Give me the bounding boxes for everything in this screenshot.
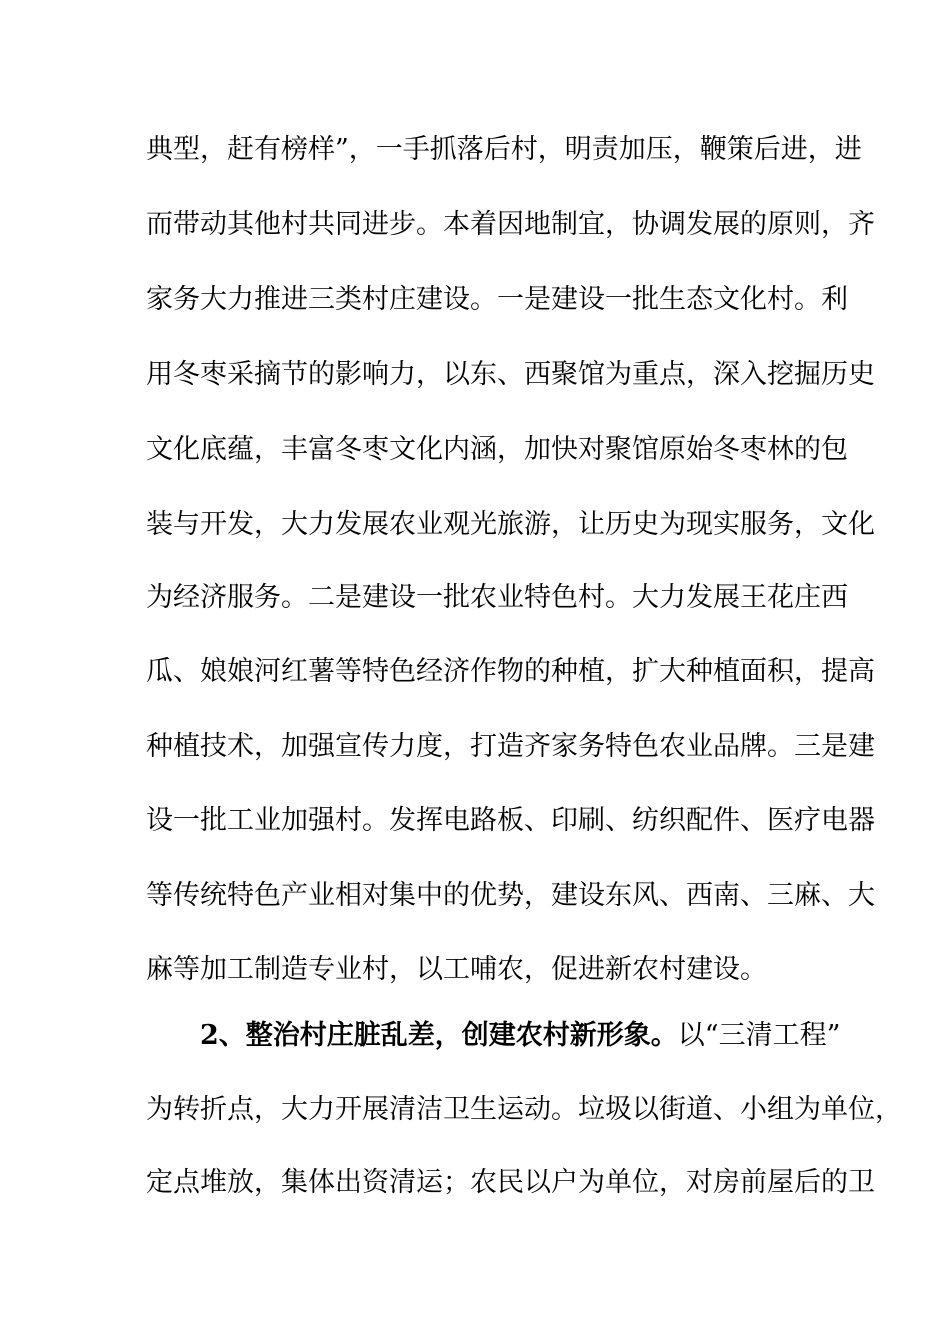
text-line-7: 为经济服务。二是建设一批农业特色村。大力发展王花庄西: [146, 582, 848, 613]
section-heading-line: [200, 1016, 841, 1056]
text-line-8: 瓜、娘娘河红薯等特色经济作物的种植，扩大种植面积，提高: [146, 656, 875, 687]
text-line-9: 种植技术，加强宣传力度，打造齐家务特色农业品牌。三是建: [146, 731, 875, 762]
text-line-13: 为转折点，大力开展清洁卫生运动。垃圾以街道、小组为单位，: [146, 1094, 902, 1125]
section-heading: 2、整治村庄脏乱差，创建农村新形象。: [200, 1020, 678, 1051]
text-line-4: 用冬枣采摘节的影响力，以东、西聚馆为重点，深入挖掘历史: [146, 359, 875, 390]
text-line-6: 装与开发，大力发展农业观光旅游，让历史为现实服务，文化: [146, 509, 875, 540]
text-line-11: 等传统特色产业相对集中的优势，建设东风、西南、三麻、大: [146, 880, 875, 911]
text-line-14: 定点堆放，集体出资清运；农民以户为单位，对房前屋后的卫: [146, 1167, 875, 1198]
text-line-1: 典型，赶有榜样”，一手抓落后村，明责加压，鞭策后进，进: [146, 134, 862, 165]
section-heading-continuation: 以“三清工程”: [677, 1020, 841, 1051]
text-line-2: 而带动其他村共同进步。本着因地制宜，协调发展的原则，齐: [146, 209, 875, 240]
text-line-12: 麻等加工制造专业村，以工哺农，促进新农村建设。: [146, 954, 767, 985]
text-line-10: 设一批工业加强村。发挥电路板、印刷、纺织配件、医疗电器: [146, 805, 875, 836]
text-line-3: 家务大力推进三类村庄建设。一是建设一批生态文化村。利: [146, 284, 848, 315]
text-line-5: 文化底蕴，丰富冬枣文化内涵，加快对聚馆原始冬枣林的包: [146, 434, 848, 465]
